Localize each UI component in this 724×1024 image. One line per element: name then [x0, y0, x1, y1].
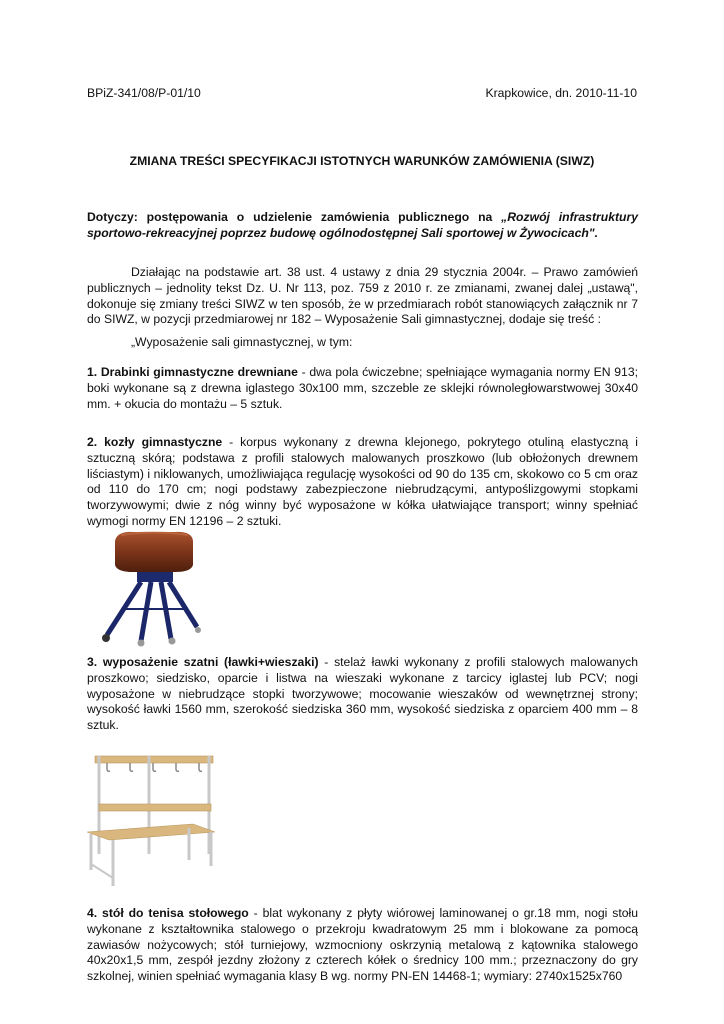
changing-bench-image [85, 752, 220, 892]
item-2 [87, 435, 638, 530]
item-1-text: - dwa pola ćwiczebne; spełniające wymagania normy EN 913; boki wykonane są z drewna iglastego 30x100 mm, szczeble ze sklejki równoległowarstwowej 30x40 mm. + okucia do montażu – 5 sztuk. [87, 365, 639, 411]
quote-intro: „Wyposażenie sali gimnastycznej, w tym: [131, 335, 353, 349]
item-2-text: - korpus wykonany z drewna klejonego, pokrytego otuliną elastyczną i sztuczną skórą; podstawa z profili stalowych malowanych proszkowo (lub obłożonych drewnem liściastym) i niklowanych, umożliwiająca regulację wysokości od 90 do 135 cm, skokowo co 5 cm oraz od 110 do 170 cm; nogi podstawy zabezpieczone niebrudzącymi, antypoślizgowymi stopkami tworzywowymi; dwie z nóg winny być wyposażone w kółka ułatwiające transport; winny spełniać wymogi normy EN 12196 – 2 sztuki. [87, 435, 638, 528]
item-4-text: - blat wykonany z płyty wiórowej laminowanej o gr.18 mm, nogi stołu wykonane z kształtownika stalowego o przekroju kwadratowym 25 mm i blokowane za pomocą zawiasów nożycowych; stół turniejowy, wzmocniony oskrzynią metalową z kątownika stalowego 40x20x1,5 mm, zespół jezdny złożony z czterech kółek o średnicy 100 mm.; przeznaczony do gry szkolnej, winien spełniać wymagania klasy B wg. normy PN-EN 14468-1; wymiary: 2740x1525x760 [87, 906, 638, 984]
document-title: ZMIANA TREŚCI SPECYFIKACJI ISTOTNYCH WARUNKÓW ZAMÓWIENIA (SIWZ) [129, 154, 595, 168]
item-3-text: - stelaż ławki wykonany z profili stalowych malowanych proszkowo; siedzisko, oparcie i listwa na wieszaki wykonane z tarcicy iglastej lub PCV; nogi wyposażone w niebrudzące stopki tworzywowe; mocowanie wieszaków od wewnętrznej strony; wysokość ławki 1560 mm, szerokość siedziska 360 mm, wysokość siedziska z oparciem 400 mm – 8 sztuk. [87, 655, 638, 733]
subject-paragraph [87, 210, 638, 242]
item-1-heading: 1. Drabinki gimnastyczne drewniane [87, 365, 298, 379]
document-reference: BPiZ-341/08/P-01/10 [87, 86, 201, 100]
item-2-heading: 2. kozły gimnastyczne [87, 435, 223, 449]
vaulting-buck-image [93, 527, 208, 647]
place-and-date: Krapkowice, dn. 2010-11-10 [485, 86, 637, 100]
item-3-heading: 3. wyposażenie szatni (ławki+wieszaki) [87, 655, 319, 669]
item-3 [87, 655, 638, 734]
item-1 [87, 365, 638, 412]
item-4 [87, 906, 638, 985]
item-4-heading: 4. stół do tenisa stołowego [87, 906, 249, 920]
subject-lead: Dotyczy: postępowania o udzielenie zamówienia publicznego na [87, 210, 502, 224]
intro-paragraph: Działając na podstawie art. 38 ust. 4 ustawy z dnia 29 stycznia 2004r. – Prawo zamówień publicznych – jednolity tekst Dz. U. Nr 113, poz. 759 z 2010 r. ze zmianami, zwanej dalej „ustawą", dokonuje się zmiany treści SIWZ w ten sposób, że w przedmiarach robót stanowiących załącznik nr 7 do SIWZ, w pozycji przedmiarowej nr 182 – Wyposażenie Sali gimnastycznej, dodaje się treść : [87, 265, 638, 327]
subject-title: „Rozwój infrastruktury sportowo-rekreacyjnej poprzez budowę ogólnodostępnej Sali sportowej w Żywocicach". [87, 210, 638, 240]
